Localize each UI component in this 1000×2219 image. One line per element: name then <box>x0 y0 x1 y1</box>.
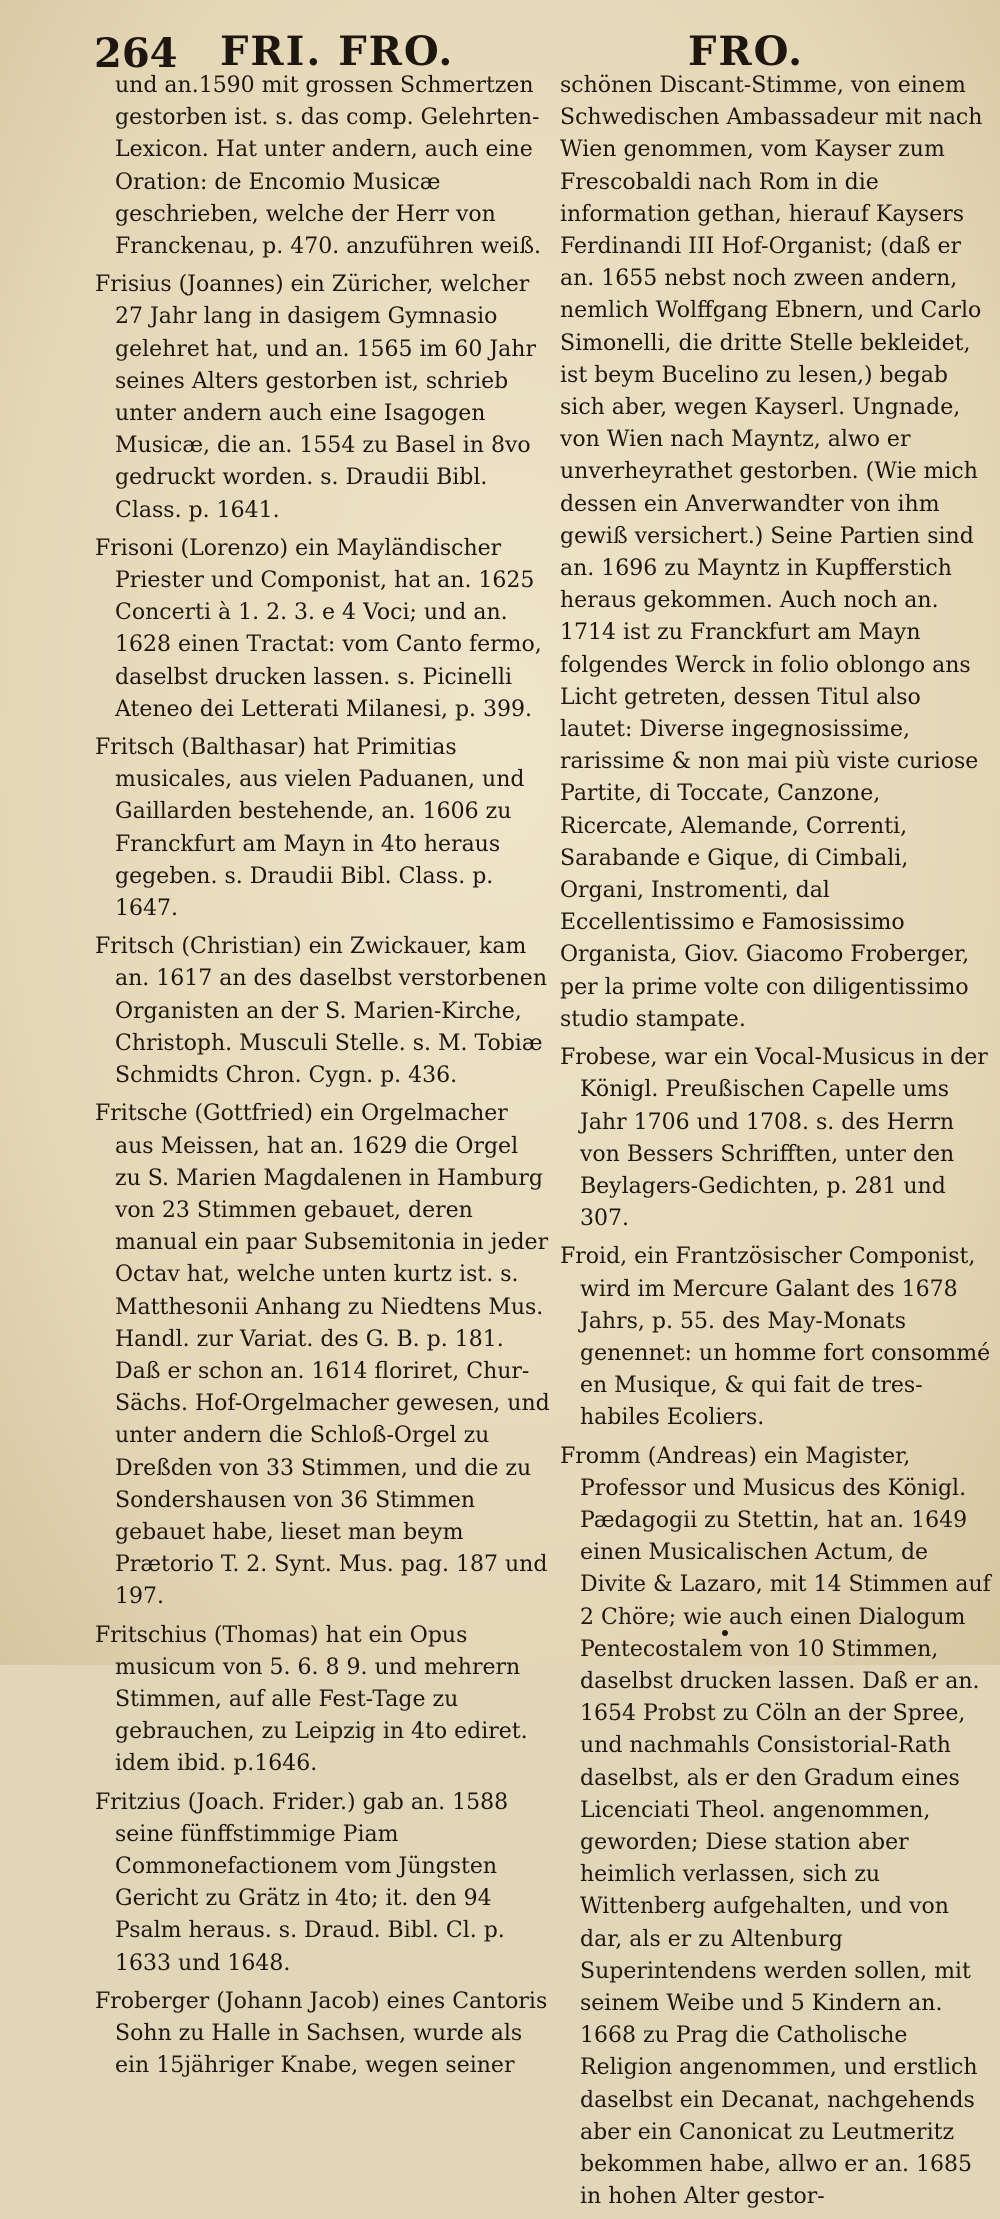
left-column <box>95 70 550 2088</box>
page-number: 264 <box>94 30 178 77</box>
entry-frobese: Frobese, war ein Vocal-Musicus in der Königl. Preußischen Capelle ums Jahr 1706 und 1708. s. des Herrn von Bessers Schrifften, unter den Beylagers-Gedichten, p. 281 und 307. <box>560 1045 988 1232</box>
entry-fromm: Fromm (Andreas) ein Magister, Professor und Musicus des Königl. Pædagogii zu Stettin, hat an. 1649 einen Musicalischen Actum, de Divite & Lazaro, mit 14 Stimmen auf 2 Chöre; wie auch einen Dialogum Pentecostalem von 10 Stimmen, daselbst drucken lassen. Daß er an. 1654 Probst zu Cöln an der Spree, und nachmahls Consistorial-Rath daselbst, als er den Gradum eines Licenciati Theol. angenommen, geworden; Diese station aber heimlich verlassen, sich zu Wittenberg aufgehalten, und von dar, als er zu Altenburg Superintendens werden sollen, mit seinem Weibe und 5 Kindern an. 1668 zu Prag die Catholische Religion angenommen, und erstlich daselbst ein Decanat, nachgehends aber ein Canonicat zu Leutmeritz bekommen habe, allwo er an. 1685 in hohen Alter gestor- <box>560 1443 991 2210</box>
entry-continuation: und an.1590 mit grossen Schmertzen gestorben ist. s. das comp. Gelehrten-Lexicon. Hat unter andern, auch eine Oration: de Encomio Musicæ geschrieben, welche der Herr von Franckenau, p. 470. anzuführen weiß. <box>115 73 542 260</box>
right-column <box>560 70 998 2219</box>
entry-fritschius: Fritschius (Thomas) hat ein Opus musicum von 5. 6. 8 9. und mehrern Stimmen, auf alle Fest-Tage zu gebrauchen, zu Leipzig in 4to ediret. idem ibid. p.1646. <box>95 1622 528 1777</box>
entry-fritsch-balthasar: Fritsch (Balthasar) hat Primitias musicales, aus vielen Paduanen, und Gaillarden bestehende, an. 1606 zu Franckfurt am Mayn in 4to heraus gegeben. s. Draudii Bibl. Class. p. 1647. <box>95 735 525 922</box>
entry-fritsch-christian: Fritsch (Christian) ein Zwickauer, kam an. 1617 an des daselbst verstorbenen Organisten an der S. Marien-Kirche, Christoph. Musculi Stelle. s. M. Tobiæ Schmidts Chron. Cygn. p. 436. <box>95 934 547 1089</box>
entry-frisius: Frisius (Joannes) ein Züricher, welcher 27 Jahr lang in dasigem Gymnasio gelehret hat, und an. 1565 im 60 Jahr seines Alters gestorben ist, schrieb unter andern auch eine Isagogen Musicæ, die an. 1554 zu Basel in 8vo gedruckt worden. s. Draudii Bibl. Class. p. 1641. <box>95 272 536 523</box>
entry-fritsche: Fritsche (Gottfried) ein Orgelmacher aus Meissen, hat an. 1629 die Orgel zu S. Marien Magdalenen in Hamburg von 23 Stimmen gebauet, deren manual ein paar Subsemitonia in jeder Octav hat, welche unten kurtz ist. s. Matthesonii Anhang zu Niedtens Mus. Handl. zur Variat. des G. B. p. 181. Daß er schon an. 1614 floriret, Chur-Sächs. Hof-Orgelmacher gewesen, und unter andern die Schloß-Orgel zu Dreßden von 33 Stimmen, und die zu Sondershausen von 36 Stimmen gebauet habe, lieset man beym Prætorio T. 2. Synt. Mus. pag. 187 und 197. <box>95 1101 550 1610</box>
entry-froberger: Froberger (Johann Jacob) eines Cantoris Sohn zu Halle in Sachsen, wurde als ein 15jähriger Knabe, wegen seiner <box>95 1988 548 2079</box>
entry-fritzius: Fritzius (Joach. Frider.) gab an. 1588 seine fünffstimmige Piam Commonefactionem vom Jüngsten Gericht zu Grätz in 4to; it. den 94 Psalm heraus. s. Draud. Bibl. Cl. p. 1633 und 1648. <box>95 1789 509 1976</box>
entry-froid: Froid, ein Frantzösischer Componist, wird im Mercure Galant des 1678 Jahrs, p. 55. des May-Monats genennet: un homme fort consommé en Musique, & qui fait de tres-habiles Ecoliers. <box>560 1244 991 1431</box>
entry-frisoni: Frisoni (Lorenzo) ein Mayländischer Priester und Componist, hat an. 1625 Concerti à 1. 2. 3. e 4 Voci; und an. 1628 einen Tractat: vom Canto fermo, daselbst drucken lassen. s. Picinelli Ateneo dei Letterati Milanesi, p. 399. <box>95 535 542 722</box>
right-running-head: FRO. <box>688 28 805 75</box>
entry-froberger-continued: schönen Discant-Stimme, von einem Schwedischen Ambassadeur mit nach Wien genommen, vom Kayser zum Frescobaldi nach Rom in die information gethan, hierauf Kaysers Ferdinandi III Hof-Organist; (daß er an. 1655 nebst noch zween andern, nemlich Wolffgang Ebnern, und Carlo Simonelli, die dritte Stelle bekleidet, ist beym Bucelino zu lesen,) begab sich aber, wegen Kayserl. Ungnade, von Wien nach Mayntz, alwo er unverheyrathet gestorben. (Wie mich dessen ein Anverwandter von ihm gewiß versichert.) Seine Partien sind an. 1696 zu Mayntz in Kupfferstich heraus gekommen. Auch noch an. 1714 ist zu Franckfurt am Mayn folgendes Werck in folio oblongo ans Licht getreten, dessen Titul also lautet: Diverse ingegnosissime, rarissime & non mai più viste curiose Partite, di Toccate, Canzone, Ricercate, Alemande, Correnti, Sarabande e Gique, di Cimbali, Organi, Instromenti, dal Eccellentissimo e Famosissimo Organista, Giov. Giacomo Froberger, per la prime volte con diligentissimo studio stampate. <box>560 73 983 1032</box>
footer-mark <box>722 1630 728 1636</box>
left-running-head: FRI. FRO. <box>220 28 455 75</box>
